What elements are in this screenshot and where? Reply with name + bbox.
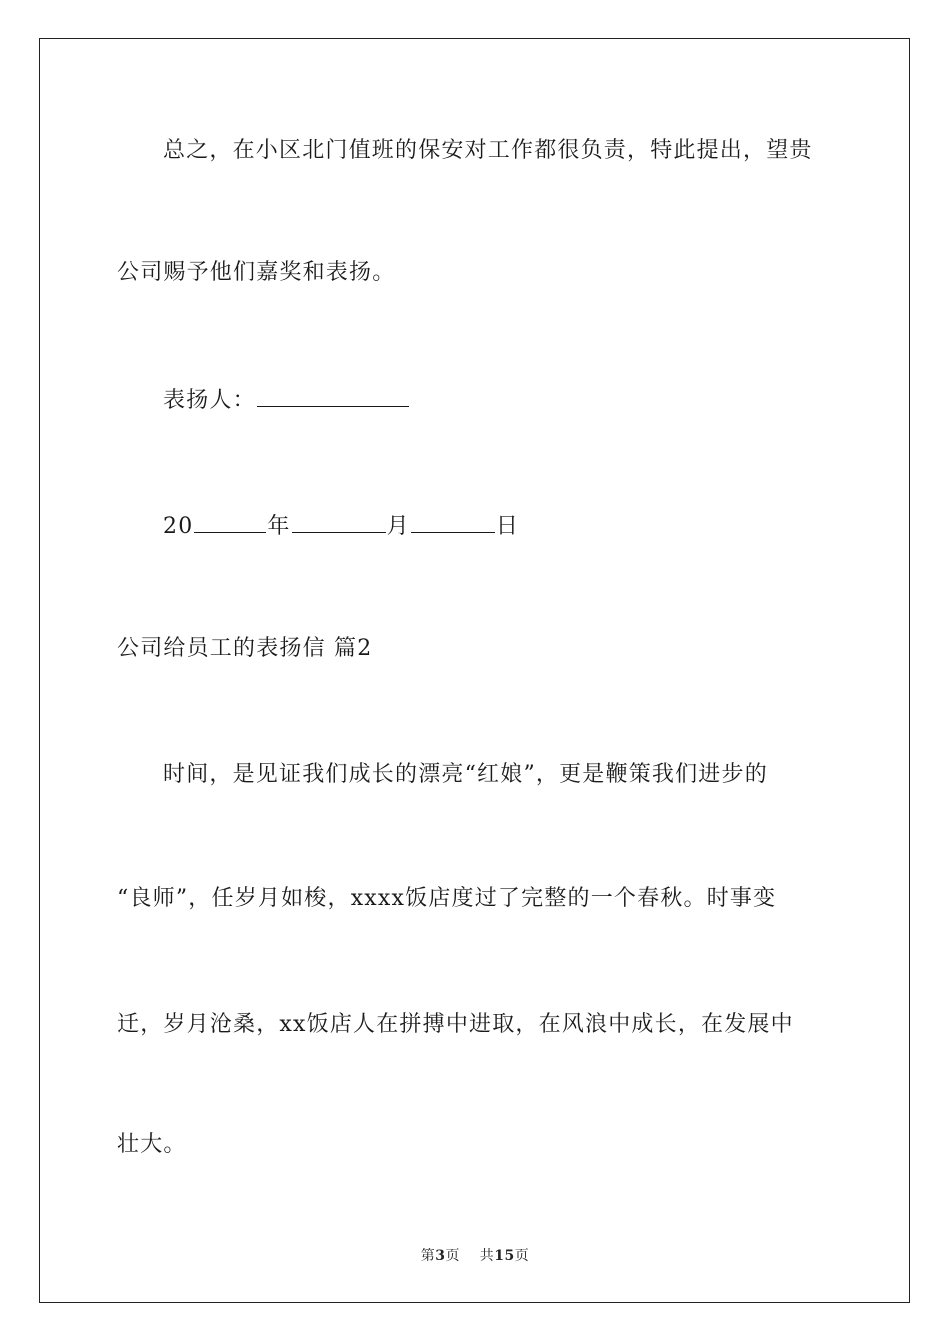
footer-page-number: 3 bbox=[435, 1248, 446, 1264]
page-footer bbox=[0, 1246, 950, 1266]
signature-label: 表扬人： bbox=[163, 388, 256, 413]
signature-blank bbox=[257, 384, 409, 407]
month-blank bbox=[292, 510, 386, 533]
date-month-label: 月 bbox=[386, 514, 410, 539]
paragraph-2-line-2: “良师”，任岁月如梭，xxxx饭店度过了完整的一个春秋。时事变 bbox=[117, 886, 777, 911]
date-year-label: 年 bbox=[267, 514, 291, 539]
signature-line bbox=[163, 384, 410, 416]
paragraph-1-line-1: 总之，在小区北门值班的保安对工作都很负责，特此提出，望贵 bbox=[163, 138, 813, 163]
day-blank bbox=[411, 510, 495, 533]
footer-total-suffix: 页 bbox=[514, 1248, 530, 1264]
date-line bbox=[163, 510, 519, 542]
paragraph-1-line-2: 公司赐予他们嘉奖和表扬。 bbox=[117, 260, 396, 285]
year-blank bbox=[194, 510, 266, 533]
footer-total-pages: 15 bbox=[494, 1248, 515, 1264]
date-prefix: 20 bbox=[163, 514, 194, 539]
footer-total-prefix: 共 bbox=[479, 1248, 495, 1264]
date-day-label: 日 bbox=[495, 514, 520, 539]
paragraph-2-line-4: 壮大。 bbox=[117, 1132, 187, 1157]
page-border bbox=[39, 38, 910, 1303]
footer-page-suffix: 页 bbox=[445, 1248, 460, 1264]
paragraph-2-line-3: 迁，岁月沧桑，xx饭店人在拼搏中进取，在风浪中成长，在发展中 bbox=[117, 1012, 794, 1037]
paragraph-2-line-1: 时间，是见证我们成长的漂亮“红娘”，更是鞭策我们进步的 bbox=[163, 762, 768, 787]
section-heading: 公司给员工的表扬信 篇2 bbox=[117, 636, 373, 661]
footer-page-prefix: 第 bbox=[420, 1248, 436, 1264]
